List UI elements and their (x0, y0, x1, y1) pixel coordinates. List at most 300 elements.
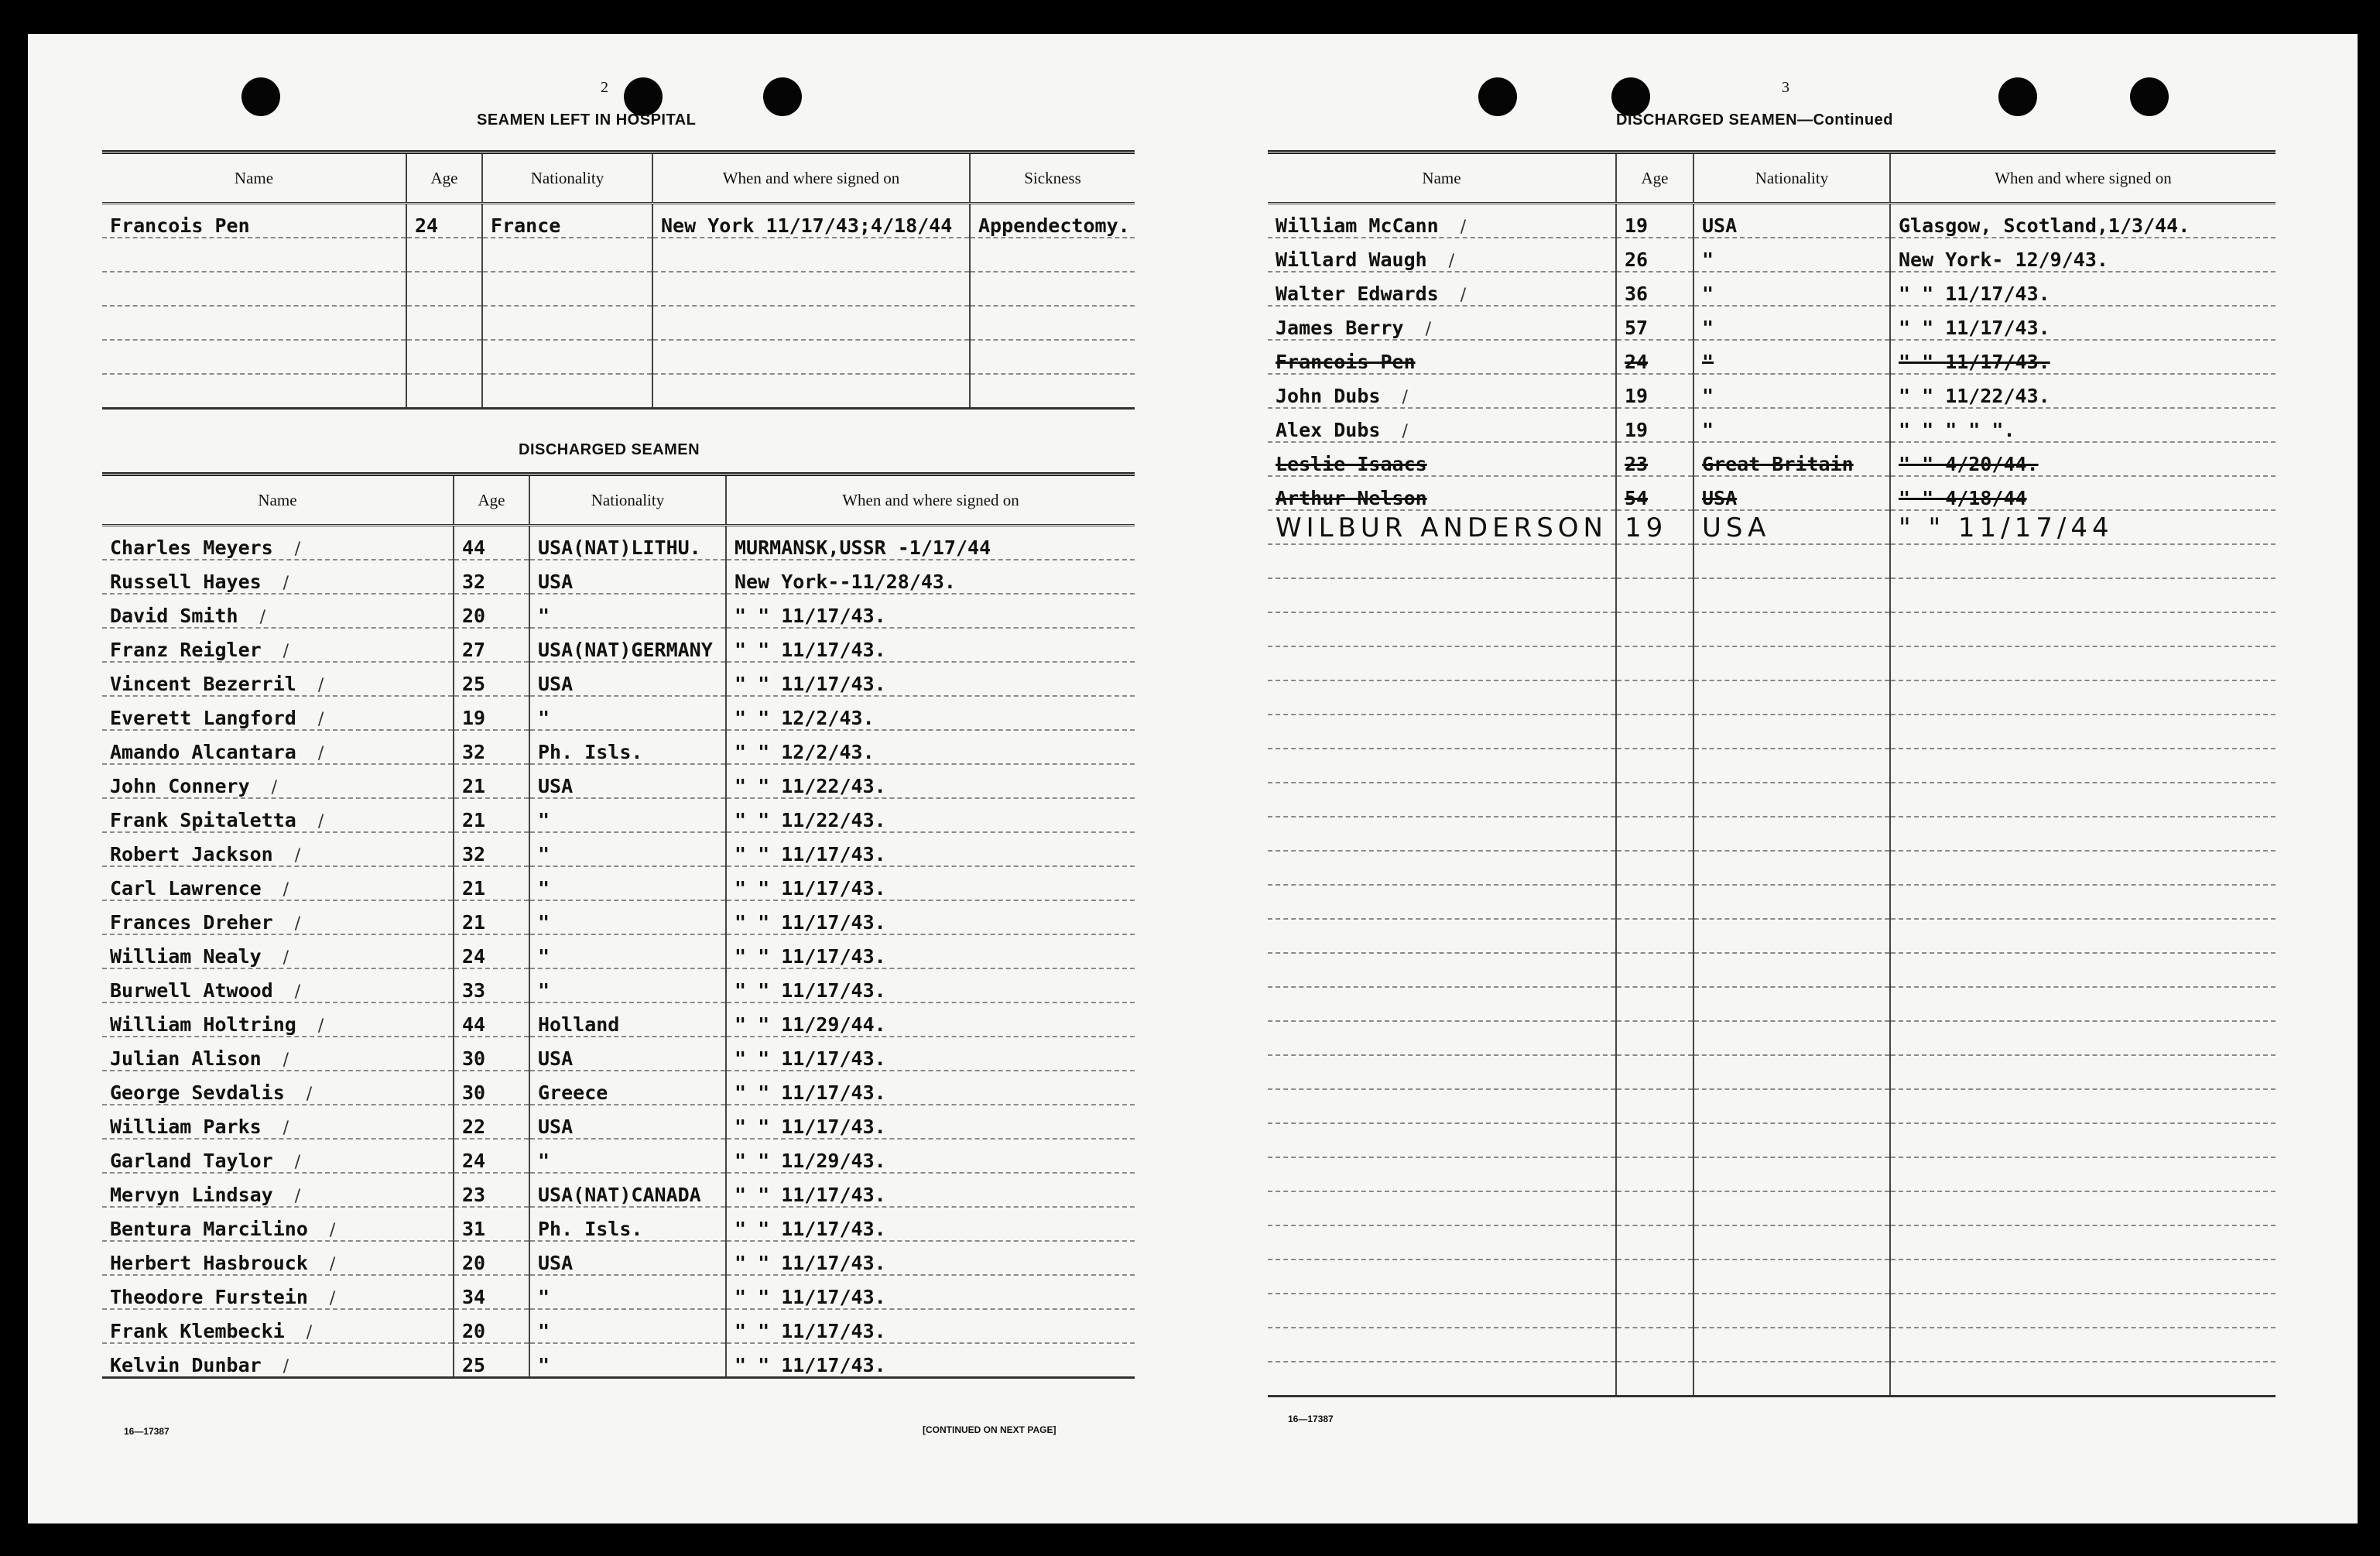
nationality-value: Holland (538, 1013, 620, 1036)
age-value: 21 (462, 809, 486, 831)
age-cell (454, 1105, 529, 1139)
signed_on-cell (726, 594, 1135, 628)
signed_on-cell (1890, 817, 2276, 851)
signed_on-value: " " 11/22/43. (735, 809, 886, 831)
form-number: 16—17387 (1288, 1414, 1334, 1424)
age-cell (454, 1139, 529, 1173)
table-row (102, 1207, 1135, 1241)
signed_on-value: " " 11/17/43. (735, 1116, 886, 1138)
signed_on-cell (1890, 238, 2276, 272)
age-cell (1616, 374, 1693, 408)
age-value: 31 (462, 1218, 486, 1240)
signed_on-cell (726, 1309, 1135, 1343)
signed_on-cell (1890, 1089, 2276, 1123)
check-mark: / (271, 778, 278, 797)
nationality-cell (1693, 204, 1890, 238)
name-cell (1268, 204, 1616, 238)
age-value: 57 (1625, 317, 1649, 339)
age-value: 26 (1625, 248, 1649, 271)
nationality-cell (529, 1309, 726, 1343)
seaman-name: Charles Meyers (110, 536, 273, 559)
nationality-cell (1693, 476, 1890, 510)
nationality-cell (1693, 1157, 1890, 1191)
sickness-value: Appendectomy. (978, 214, 1130, 237)
table-row (1268, 272, 2276, 306)
column-header: Age (1616, 153, 1693, 204)
check-mark: / (283, 1119, 289, 1138)
nationality-cell (529, 1071, 726, 1105)
table-header-row (102, 153, 1135, 204)
age-value: 24 (415, 214, 439, 237)
age-cell (454, 832, 529, 866)
name-cell (1268, 272, 1616, 306)
nationality-value: " (1702, 385, 1714, 407)
table-row (1268, 817, 2276, 851)
check-mark: / (283, 574, 289, 593)
nationality-value: " (1702, 248, 1714, 271)
nationality-cell (482, 340, 652, 374)
seaman-name: William McCann (1276, 214, 1439, 237)
age-cell (1616, 1055, 1693, 1089)
column-header: Nationality (1693, 153, 1890, 204)
nationality-cell (529, 730, 726, 764)
nationality-cell (529, 764, 726, 798)
table-row (1268, 1089, 2276, 1123)
name-cell (102, 1173, 454, 1207)
nationality-value: Ph. Isls. (538, 741, 643, 763)
age-value: 27 (462, 639, 486, 661)
age-cell (454, 798, 529, 832)
column-header: Age (454, 475, 529, 526)
name-cell (1268, 1157, 1616, 1191)
table-row (1268, 646, 2276, 680)
age-value: 21 (462, 911, 486, 934)
seaman-name: John Connery (110, 775, 250, 797)
table-row (102, 306, 1135, 340)
nationality-cell (529, 662, 726, 696)
signed_on-value: " " 11/17/43. (735, 877, 886, 900)
nationality-cell (1693, 1089, 1890, 1123)
name-cell (102, 272, 406, 306)
signed_on-value: New York- 12/9/43. (1899, 248, 2108, 271)
nationality-cell (482, 374, 652, 409)
column-header: Age (406, 153, 482, 204)
nationality-cell (1693, 919, 1890, 953)
signed_on-cell (726, 798, 1135, 832)
continued-note: [CONTINUED ON NEXT PAGE] (923, 1424, 1056, 1435)
signed_on-value: " " 11/29/43. (735, 1150, 886, 1172)
signed_on-value: " " 11/17/43. (735, 1252, 886, 1274)
age-cell (454, 628, 529, 662)
age-value: 44 (462, 536, 486, 559)
name-cell (1268, 1260, 1616, 1294)
age-cell (1616, 646, 1693, 680)
column-header: Nationality (482, 153, 652, 204)
table-row (102, 204, 1135, 238)
check-mark: / (294, 914, 301, 934)
table-row (1268, 1055, 2276, 1089)
signed_on-cell (1890, 680, 2276, 715)
signed_on-cell (726, 526, 1135, 560)
signed_on-value: " " 4/20/44. (1899, 453, 2039, 475)
name-cell (102, 798, 454, 832)
age-cell (454, 968, 529, 1002)
nationality-cell (1693, 749, 1890, 783)
age-cell (454, 1207, 529, 1241)
signed_on-cell (1890, 919, 2276, 953)
name-cell (1268, 1021, 1616, 1055)
nationality-value: USA (1702, 512, 1771, 543)
nationality-cell (1693, 612, 1890, 646)
check-mark: / (317, 744, 324, 763)
name-cell (102, 238, 406, 272)
sickness-cell (970, 238, 1135, 272)
table-row (1268, 919, 2276, 953)
table-row (102, 730, 1135, 764)
document-sheet (28, 34, 2358, 1523)
nationality-cell (529, 560, 726, 594)
signed_on-value: " " 12/2/43. (735, 741, 875, 763)
name-cell (102, 306, 406, 340)
nationality-cell (1693, 578, 1890, 612)
signed_on-cell (1890, 1021, 2276, 1055)
signed_on-cell (1890, 953, 2276, 987)
name-cell (1268, 1225, 1616, 1260)
name-cell (1268, 1123, 1616, 1157)
seaman-name: Julian Alison (110, 1047, 262, 1070)
age-cell (1616, 1294, 1693, 1328)
age-cell (1616, 1157, 1693, 1191)
name-cell (1268, 442, 1616, 476)
nationality-value: " (1702, 283, 1714, 305)
discharged-section-title: DISCHARGED SEAMEN (519, 441, 700, 458)
seaman-name: Bentura Marcilino (110, 1218, 308, 1240)
table-row (1268, 1191, 2276, 1225)
name-cell (102, 1241, 454, 1275)
nationality-value: Great Britain (1702, 453, 1854, 475)
name-cell (1268, 715, 1616, 749)
age-value: 23 (462, 1184, 486, 1206)
signed_on-cell (726, 1207, 1135, 1241)
age-cell (1616, 306, 1693, 340)
signed_on-value: " " 11/17/43. (735, 1218, 886, 1240)
age-value: 20 (462, 1252, 486, 1274)
age-value: 34 (462, 1286, 486, 1308)
name-cell (1268, 1089, 1616, 1123)
signed_on-value: " " 11/17/43. (735, 1047, 886, 1070)
nationality-cell (529, 934, 726, 968)
seaman-name: Francois Pen (110, 214, 250, 237)
age-cell (1616, 1123, 1693, 1157)
signed_on-value: New York 11/17/43;4/18/44 (661, 214, 953, 237)
signed_on-cell (726, 560, 1135, 594)
age-value: 21 (462, 775, 486, 797)
name-cell (102, 374, 406, 409)
check-mark: / (259, 608, 265, 627)
signed_on-value: " " 11/17/43. (735, 673, 886, 695)
nationality-cell (1693, 1260, 1890, 1294)
signed_on-value: " " 11/17/44 (1899, 512, 2114, 543)
name-cell (102, 730, 454, 764)
table-row (1268, 544, 2276, 578)
nationality-cell (529, 526, 726, 560)
table-row (102, 594, 1135, 628)
seaman-name: Kelvin Dunbar (110, 1354, 262, 1376)
nationality-cell (1693, 1362, 1890, 1397)
check-mark: / (283, 1050, 289, 1070)
signed_on-value: " " 12/2/43. (735, 707, 875, 729)
nationality-cell (1693, 374, 1890, 408)
seaman-name: Russell Hayes (110, 571, 262, 593)
left-page (28, 34, 1189, 1523)
nationality-cell (529, 866, 726, 900)
nationality-cell (529, 1139, 726, 1173)
signed_on-cell (1890, 340, 2276, 374)
table-row (102, 238, 1135, 272)
age-cell (1616, 1362, 1693, 1397)
table-row (102, 696, 1135, 730)
seaman-name: Theodore Furstein (110, 1286, 308, 1308)
seaman-name: Burwell Atwood (110, 979, 273, 1002)
check-mark: / (329, 1221, 336, 1240)
signed_on-cell (652, 204, 970, 238)
signed_on-cell (1890, 1328, 2276, 1362)
age-value: 20 (462, 1320, 486, 1342)
nationality-value: USA (538, 571, 574, 593)
table-row (1268, 578, 2276, 612)
age-cell (1616, 715, 1693, 749)
age-cell (1616, 578, 1693, 612)
age-cell (454, 934, 529, 968)
name-cell (1268, 238, 1616, 272)
name-cell (1268, 885, 1616, 919)
nationality-cell (1693, 680, 1890, 715)
check-mark: / (294, 982, 301, 1002)
signed_on-cell (726, 1275, 1135, 1309)
age-cell (406, 340, 482, 374)
table-row (1268, 987, 2276, 1021)
signed_on-value: " " 11/17/43. (1899, 283, 2050, 305)
name-cell (102, 934, 454, 968)
nationality-value: " (538, 605, 550, 627)
nationality-value: " (538, 945, 550, 968)
signed_on-cell (1890, 783, 2276, 817)
signed_on-cell (1890, 272, 2276, 306)
table-row (102, 798, 1135, 832)
nationality-value: " (538, 707, 550, 729)
signed_on-value: " " " " ". (1899, 419, 2015, 441)
name-cell (102, 696, 454, 730)
age-cell (1616, 919, 1693, 953)
age-cell (1616, 987, 1693, 1021)
check-mark: / (317, 710, 324, 729)
name-cell (102, 866, 454, 900)
table-row (102, 1071, 1135, 1105)
name-cell (102, 968, 454, 1002)
nationality-cell (529, 1275, 726, 1309)
name-cell (102, 1207, 454, 1241)
seaman-name: Vincent Bezerril (110, 673, 296, 695)
name-cell (102, 594, 454, 628)
nationality-cell (1693, 885, 1890, 919)
name-cell (1268, 851, 1616, 885)
signed_on-cell (726, 1002, 1135, 1037)
signed_on-value: " " 11/17/43. (735, 1081, 886, 1104)
name-cell (102, 900, 454, 934)
name-cell (1268, 1055, 1616, 1089)
age-cell (1616, 272, 1693, 306)
seaman-name: William Holtring (110, 1013, 296, 1036)
signed_on-cell (652, 238, 970, 272)
page-number: 2 (601, 79, 608, 96)
signed_on-cell (726, 662, 1135, 696)
nationality-value: USA (1702, 487, 1738, 509)
table-row (1268, 1328, 2276, 1362)
column-header: Name (102, 475, 454, 526)
nationality-cell (529, 832, 726, 866)
signed_on-cell (726, 696, 1135, 730)
seaman-name: Garland Taylor (110, 1150, 273, 1172)
name-cell (1268, 306, 1616, 340)
signed_on-value: " " 11/17/43. (735, 1286, 886, 1308)
nationality-value: USA (538, 1252, 574, 1274)
nationality-value: " (538, 1320, 550, 1342)
age-value: 23 (1625, 453, 1649, 475)
nationality-value: " (538, 809, 550, 831)
signed_on-cell (726, 1343, 1135, 1378)
nationality-cell (529, 1002, 726, 1037)
name-cell (102, 526, 454, 560)
signed_on-cell (1890, 476, 2276, 510)
signed_on-cell (1890, 442, 2276, 476)
nationality-cell (529, 798, 726, 832)
signed_on-cell (1890, 612, 2276, 646)
right-page (1189, 34, 2358, 1523)
hospital-section-title: SEAMEN LEFT IN HOSPITAL (477, 111, 697, 129)
age-value: 25 (462, 673, 486, 695)
table-row (1268, 1362, 2276, 1397)
age-cell (1616, 885, 1693, 919)
name-cell (1268, 646, 1616, 680)
name-cell (102, 832, 454, 866)
nationality-cell (1693, 1021, 1890, 1055)
age-cell (454, 866, 529, 900)
nationality-cell (1693, 646, 1890, 680)
seaman-name: John Dubs (1276, 385, 1381, 407)
age-cell (1616, 1225, 1693, 1260)
signed_on-cell (726, 1241, 1135, 1275)
signed_on-cell (1890, 646, 2276, 680)
nationality-cell (529, 1207, 726, 1241)
age-value: 22 (462, 1116, 486, 1138)
table-row (1268, 1294, 2276, 1328)
name-cell (1268, 544, 1616, 578)
name-cell (102, 628, 454, 662)
age-cell (1616, 851, 1693, 885)
name-cell (1268, 1362, 1616, 1397)
signed_on-cell (726, 1037, 1135, 1071)
nationality-value: USA (538, 673, 574, 695)
name-cell (102, 204, 406, 238)
age-cell (1616, 1328, 1693, 1362)
age-cell (454, 900, 529, 934)
sickness-cell (970, 374, 1135, 409)
table-row (1268, 885, 2276, 919)
table-row (102, 934, 1135, 968)
age-cell (406, 238, 482, 272)
nationality-cell (1693, 306, 1890, 340)
table-row (1268, 340, 2276, 374)
signed_on-cell (726, 730, 1135, 764)
table-row (102, 560, 1135, 594)
name-cell (102, 1139, 454, 1173)
table-header-row (102, 475, 1135, 526)
nationality-value: " (538, 1286, 550, 1308)
age-cell (454, 560, 529, 594)
age-cell (1616, 953, 1693, 987)
age-cell (1616, 1089, 1693, 1123)
nationality-cell (1693, 1328, 1890, 1362)
signed_on-value: " " 11/17/43. (1899, 317, 2050, 339)
age-cell (406, 306, 482, 340)
name-cell (1268, 1191, 1616, 1225)
signed_on-cell (726, 764, 1135, 798)
nationality-value: " (1702, 317, 1714, 339)
age-cell (454, 730, 529, 764)
table-row (1268, 238, 2276, 272)
signed_on-cell (1890, 1260, 2276, 1294)
nationality-value: France (491, 214, 561, 237)
seaman-name: Frances Dreher (110, 911, 273, 934)
nationality-cell (529, 900, 726, 934)
signed_on-cell (1890, 715, 2276, 749)
signed_on-value: " " 11/17/43. (735, 911, 886, 934)
table-row (1268, 783, 2276, 817)
signed_on-cell (726, 1139, 1135, 1173)
nationality-cell (1693, 987, 1890, 1021)
seaman-name: Everett Langford (110, 707, 296, 729)
table-row (102, 1241, 1135, 1275)
age-cell (1616, 442, 1693, 476)
name-cell (1268, 374, 1616, 408)
check-mark: / (317, 676, 324, 695)
age-cell (454, 1071, 529, 1105)
nationality-cell (1693, 1123, 1890, 1157)
check-mark: / (329, 1255, 336, 1274)
check-mark: / (283, 1357, 289, 1376)
nationality-cell (1693, 1055, 1890, 1089)
signed_on-cell (726, 1105, 1135, 1139)
nationality-value: " (538, 843, 550, 865)
nationality-cell (1693, 817, 1890, 851)
signed_on-cell (1890, 1157, 2276, 1191)
signed_on-cell (652, 306, 970, 340)
column-header: Nationality (529, 475, 726, 526)
nationality-value: Greece (538, 1081, 608, 1104)
age-cell (454, 764, 529, 798)
nationality-value: " (538, 877, 550, 900)
check-mark: / (283, 948, 289, 968)
nationality-value: USA (538, 1047, 574, 1070)
table-row (102, 1037, 1135, 1071)
name-cell (1268, 987, 1616, 1021)
check-mark: / (317, 812, 324, 831)
signed_on-value: " " 11/22/43. (735, 775, 886, 797)
table-row (102, 968, 1135, 1002)
name-cell (102, 1002, 454, 1037)
table-row (102, 374, 1135, 409)
seaman-name: William Parks (110, 1116, 262, 1138)
